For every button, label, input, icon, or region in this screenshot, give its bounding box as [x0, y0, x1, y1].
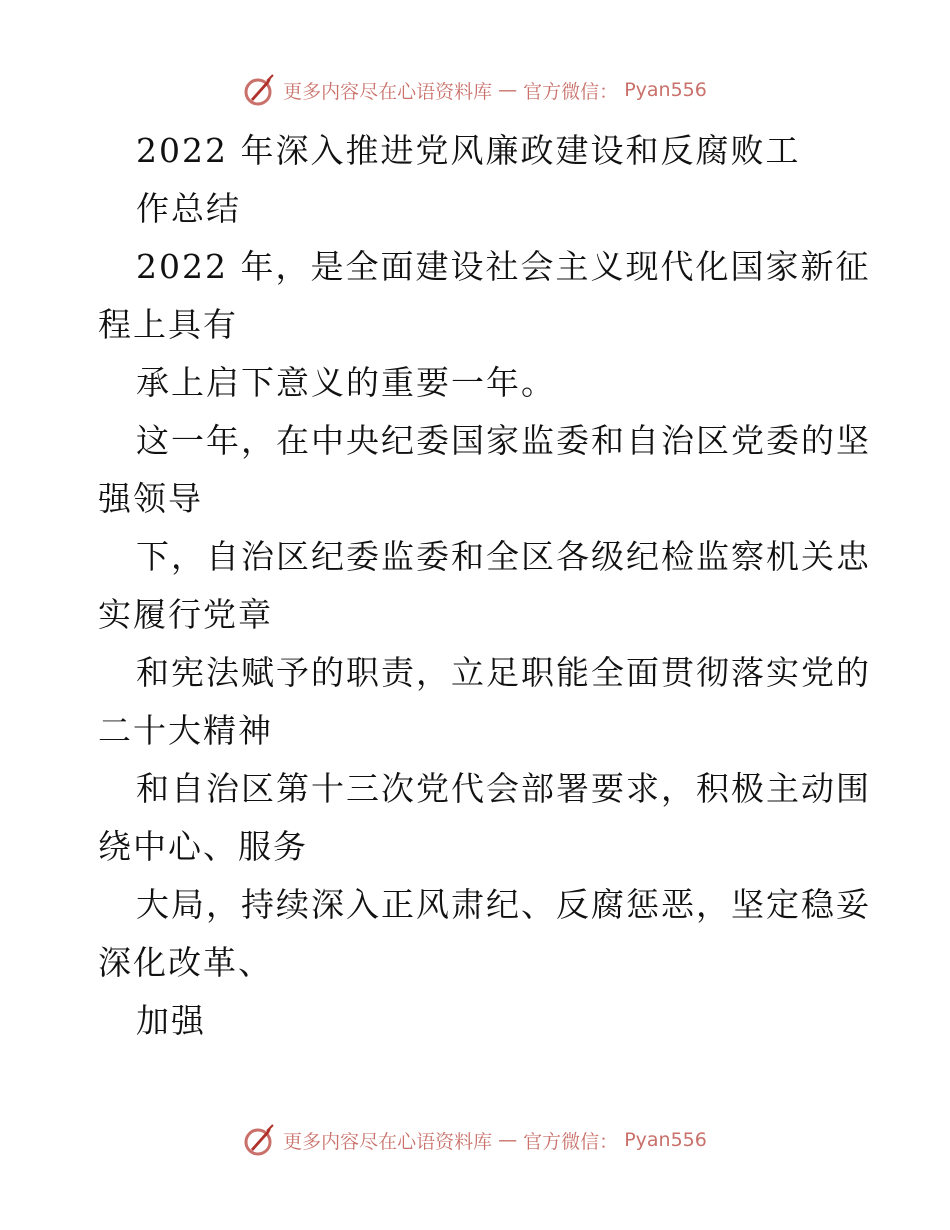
watermark-wechat-handle: Pyan556	[624, 1129, 707, 1151]
paragraph-line: 承上启下意义的重要一年。	[136, 363, 556, 402]
watermark-site-text: 更多内容尽在心语资料库	[283, 80, 493, 103]
paragraph-line: 大局，持续深入正风肃纪、反腐惩恶，坚定稳妥	[136, 885, 871, 924]
watermark-separator: —	[498, 1129, 518, 1151]
paragraph-line: 实履行党章	[98, 595, 273, 634]
document-title-line-1: 2022 年深入推进党风廉政建设和反腐败工	[136, 131, 801, 170]
document-body	[98, 122, 871, 1050]
watermark-wechat-label: 官方微信：	[523, 1130, 619, 1153]
paragraph-line: 下，自治区纪委监委和全区各级纪检监察机关忠	[136, 537, 871, 576]
watermark-wechat-handle: Pyan556	[624, 79, 707, 101]
paragraph-line: 加强	[136, 1001, 206, 1040]
paragraph-line: 和自治区第十三次党代会部署要求，积极主动围	[136, 769, 871, 808]
document-title-line-2: 作总结	[136, 189, 241, 228]
paragraph-line: 和宪法赋予的职责，立足职能全面贯彻落实党的	[136, 653, 871, 692]
paragraph-line: 程上具有	[98, 305, 238, 344]
header-watermark	[0, 70, 950, 110]
paragraph-line: 绕中心、服务	[98, 827, 308, 866]
paragraph-line: 这一年，在中央纪委国家监委和自治区党委的坚	[136, 421, 871, 460]
footer-watermark	[0, 1120, 950, 1160]
watermark-wechat-label: 官方微信：	[523, 80, 619, 103]
watermark-separator: —	[498, 79, 518, 101]
pen-logo-icon	[243, 73, 277, 107]
paragraph-line: 二十大精神	[98, 711, 273, 750]
paragraph-line: 强领导	[98, 479, 203, 518]
pen-logo-icon	[243, 1123, 277, 1157]
paragraph-line: 2022 年，是全面建设社会主义现代化国家新征	[136, 247, 871, 286]
paragraph-line: 深化改革、	[98, 943, 273, 982]
watermark-site-text: 更多内容尽在心语资料库	[283, 1130, 493, 1153]
